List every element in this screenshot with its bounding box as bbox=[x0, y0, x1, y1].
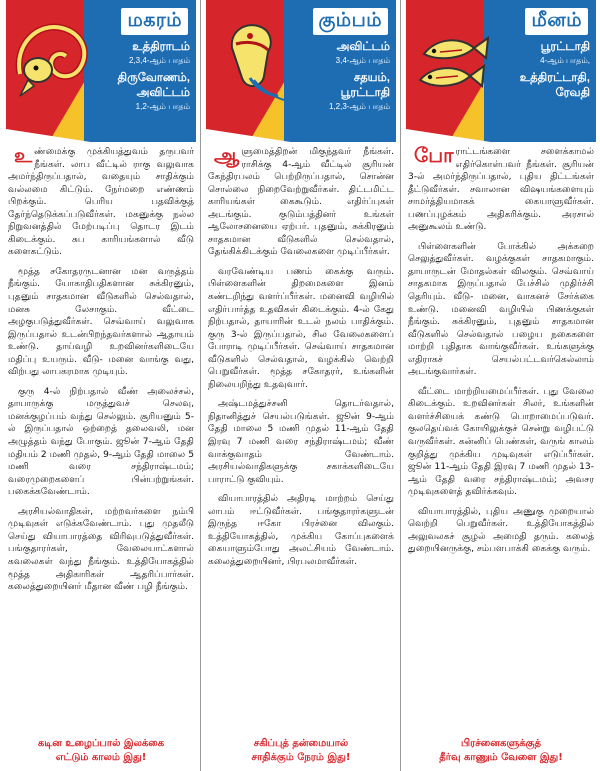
pisces-icon bbox=[410, 14, 496, 102]
sign-column-pisces bbox=[406, 0, 596, 771]
dropcap: ஆ bbox=[214, 143, 240, 167]
star-pada: 3,4-ஆம் பாதம் bbox=[335, 56, 390, 65]
sign-name: மகரம் bbox=[121, 8, 188, 35]
star-pada: 1,2,3-ஆம் பாதம் bbox=[328, 102, 390, 111]
paragraph: போராட்டங்களை சளைக்காமல் எதிர்கொள்பவர் நீங்கள். சூரியன் 3-ல் அமர்ந்திருப்பதால், புதிய திட்டங்கள் தீட்டுவீர்கள். சவாலான விஷயங்களையும் சாமர்த்தியமாகக் கையாளுவீர்கள். பணப்புழக்கம் அதிகரிக்கும். அரசால் அனுகூலம் உண்டு. bbox=[408, 143, 594, 233]
sign-column-aquarius bbox=[206, 0, 396, 771]
paragraph: குரு 4-ல் நிற்பதால் வீண் அலைச்சல், தாயாருக்கு மருத்துவச் செலவு, மனக்குழப்பம் வந்து செல்லும். சூரியனும் 5-ல் இருப்பதால் ஒற்றைத் தலைவலி, மன அழுத்தம் வந்து போகும். ஜூன் 7-ஆம் தேதி மதியம் 2 மணி முதல், 9-ஆம் தேதி மாலை 5 மணி வரை சந்திராஷ்டமம்; வரைமுறைகளைப் பின்பற்றுங்கள். பகைக்கவேண்டாம். bbox=[8, 386, 194, 498]
horoscope-text bbox=[6, 142, 196, 594]
star-name: பூரட்டாதி bbox=[540, 41, 590, 53]
paragraph: அஷ்டமத்துச்சனி தொடர்வதால், நிதானித்துச் செயல்படுங்கள். ஜூன் 9-ஆம் தேதி மாலை 5 மணி முதல் 11-ஆம் தேதி இரவு 7 மணி வரை சந்திராஷ்டமம்; வீண் வாக்குவாதம் வேண்டாம். அரசியல்வாதிகளுக்கு சகாக்களிடையே பாராட்டு குவியும். bbox=[208, 399, 394, 485]
paragraph: வரவேண்டிய பணம் கைக்கு வரும். பிள்ளைகளின் திறமைகளை இனம் கண்டறிந்து வளர்ப்பீர்கள். மனைவி வழியில் எதிர்பார்த்த உதவிகள் கிடைக்கும். 4-ல் கேது நிற்பதால், தாயாரின் உடல் நலம் பாதிக்கும். குரு 3-ல் இருப்பதால், சில வேலைகளைப் போராடி முடிப்பீர்கள். செவ்வாய் சாதகமான வீடுகளில் செல்வதால், வழக்கில் வெற்றி பெறுவீர்கள். மூத்த சகோதரர், உங்களின் நிலையறிந்து உதவுவார். bbox=[208, 266, 394, 390]
dropcap: உ bbox=[14, 143, 33, 167]
star-name: அவிட்டம் bbox=[336, 41, 390, 53]
star-list bbox=[286, 40, 390, 117]
star-name: சதயம், bbox=[353, 72, 390, 84]
paragraph: அரசியல்வாதிகள், மற்றவர்களை நம்பி முடிவுகள் எடுக்கவேண்டாம். புது முதலீடு செய்து வியாபாரத்தை விரிவுபடுத்துவீர்கள். பங்குதாரர்கள், வேலையாட்களால் கவலைகள் வந்து நீங்கும். உத்தியோகத்தில் மூத்த அதிகாரிகள் ஆதரிப்பார்கள். கலைத்துறையினர் மீதான வீண் பழி நீங்கும். bbox=[8, 506, 194, 593]
aquarius-icon bbox=[210, 14, 296, 102]
sign-header bbox=[406, 0, 596, 142]
star-pada: 4-ஆம் பாதம், bbox=[540, 56, 590, 65]
sign-name: மீனம் bbox=[525, 8, 588, 35]
horoscope-text bbox=[206, 142, 396, 569]
capricorn-icon bbox=[10, 14, 96, 102]
star-name: உத்திராடம் bbox=[132, 41, 190, 53]
dropcap: போ bbox=[414, 143, 454, 167]
sign-footer: பிரச்னைகளுக்குத் தீர்வு காணும் வேளை இது! bbox=[439, 738, 563, 763]
star-pada: 1,2-ஆம் பாதம் bbox=[135, 102, 190, 111]
sign-footer: சகிப்புத் தன்மையால் சாதிக்கும் நேரம் இது! bbox=[251, 738, 351, 763]
sign-header bbox=[206, 0, 396, 142]
horoscope-text bbox=[406, 142, 596, 556]
star-name: அவிட்டம் bbox=[136, 87, 190, 99]
star-list bbox=[86, 40, 190, 117]
sign-footer: கடின உழைப்பால் இலக்கை எட்டும் காலம் இது! bbox=[37, 738, 165, 763]
star-name: உத்திரட்டாதி, bbox=[519, 72, 590, 84]
star-name: ரேவதி bbox=[555, 87, 590, 99]
paragraph: உண்மைக்கு முக்கியத்துவம் தருபவர் நீங்கள். லாப வீட்டில் ராகு வலுவாக அமர்ந்திருப்பதால், வதையும் சாதிக்கும் வல்லமை கிட்டும். நேர்மறை எண்ணம் பிறக்கும். பெரிய பதவிக்குத் தேர்ந்தெடுக்கப்படுவீர்கள். மகனுக்கு நல்ல நிறுவனத்தில் மேற்படிப்பு தொடர இடம் கிடைக்கும். சுப காரியங்களால் வீடு களைகட்டும். bbox=[8, 143, 194, 258]
paragraph: மூத்த சகோதரருடனான மன வருத்தம் நீங்கும். யோகாதிபதிகளான சுக்கிரனும், புதனும் சாதகமான வீடுகளில் செல்வதால், மனசு லேசாகும். வீட்டை அழகுபடுத்துவீர்கள். செவ்வாய் வலுவாக இருப்பதால் உடன்பிறந்தவர்களால் ஆதாயம் உண்டு. தாய்வழி உறவினர்களிடையே மதிப்பு உயரும். வீடு- மனை வாங்கு வது, விற்பது லாபகரமாக முடியும். bbox=[8, 266, 194, 378]
paragraph: பிள்ளைகளின் போக்கில் அக்கறை செலுத்துவீர்கள். வழக்குகள் சாதகமாகும். தாயாருடன் மோதல்கள் விலகும். செவ்வாய் சாதகமாக இருப்பதால் பேச்சில் முதிர்ச்சி தெரியும். வீடு- மனை, வாகனச் சேர்க்கை உண்டு. மனைவி வழியில் பிணக்குகள் நீங்கும். சுக்கிரனும், புதனும் சாதகமான வீடுகளில் செல்வதால் பழைய நகைகளை மாற்றி புதிதாக வாங்குவீர்கள். உங்களுக்கு எதிராகச் செயல்பட்டவர்கெல்லாம் அடங்குவார்கள். bbox=[408, 241, 594, 378]
star-name: திருவோணம், bbox=[117, 72, 190, 84]
star-name: பூரட்டாதி bbox=[340, 87, 390, 99]
star-list bbox=[486, 40, 590, 101]
sign-name: கும்பம் bbox=[313, 8, 389, 35]
star-pada: 2,3,4-ஆம் பாதம் bbox=[128, 56, 190, 65]
paragraph: வியாபாரத்தில், புதிய அணுகு முறையால் வெற்றி பெறுவீர்கள். உத்தியோகத்தில் அலுவலகச் சூழல் அமைதி தரும். கலைத் துறையினருக்கு, சம்பளபாக்கி கைக்கு வரும். bbox=[408, 506, 594, 555]
sign-header bbox=[6, 0, 196, 142]
paragraph: வீட்டை மாற்றியமைப்பீர்கள். புது வேலை கிடைக்கும். உறவினர்கள் சிலர், உங்களின் வளர்ச்சியைக் கண்டு பொறாமைப்படுவர். குலதெய்வக் கோயிலுக்குச் சென்று வழிபட்டு வருவீர்கள். கன்னிப் பெண்கள், வருங் காலம் குறித்து முக்கிய முடிவுகள் எடுப்பீர்கள். ஜூன் 11-ஆம் தேதி இரவு 7 மணி முதல் 13-ஆம் தேதி வரை சந்திராஷ்டமம்; அவசர முடிவுகளைத் தவிர்க்கவும். bbox=[408, 386, 594, 498]
paragraph: ஆளுமைத்திறன் மிகுந்தவர் நீங்கள். ராசிக்கு 4-ஆம் வீட்டில் சூரியன் கேந்திரபலம் பெற்றிருப்பதால், சொன்ன சொல்லை நிறைவேற்றுவீர்கள். திட்டமிட்ட காரியங்கள் கைகூடும். எதிர்ப்புகள் அடங்கும். குடும்பத்தினர் உங்கள் ஆலோசனையை ஏற்பர். புதனும், சுக்கிரனும் சாதகமான வீடுகளில் செல்வதால், தேங்கிக்கிடக்கும் வேலைகளை முடிப்பீர்கள். bbox=[208, 143, 394, 258]
sign-column-capricorn bbox=[6, 0, 196, 771]
paragraph: வியாபாரத்தில் அதிரடி மாற்றம் செய்து லாபம் ஈட்டுவீர்கள். பங்குதாரர்களுடன் இருந்த ஈகோ பிரச்னை விலகும். உத்தியோகத்தில், முக்கிய கோப்புகளைக் கையாளும்போது அலட்சியம் வேண்டாம். கலைத்துறையினர், பிரபலமாவீர்கள். bbox=[208, 494, 394, 567]
